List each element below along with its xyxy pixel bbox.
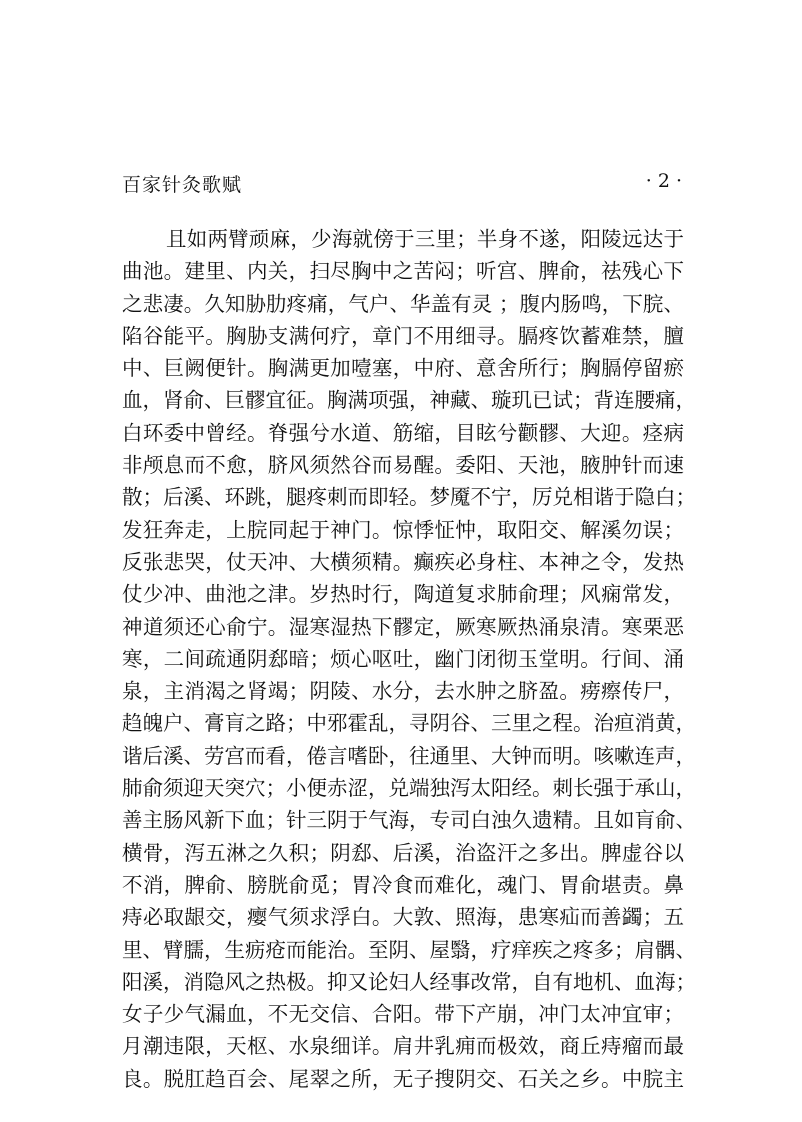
text-line: 之悲凄。久知胁肋疼痛，气户、华盖有灵 ；腹内肠鸣，下脘、 — [122, 291, 684, 316]
text-line: 痔必取龈交，瘿气须求浮白。大敦、照海，患寒疝而善蠲；五 — [122, 905, 684, 930]
body-text — [122, 223, 696, 1095]
text-line: 里、臂臑，生疬疮而能治。至阴、屋翳，疗痒疾之疼多；肩髃、 — [122, 937, 696, 962]
text-line: 女子少气漏血，不无交信、合阳。带下产崩，冲门太冲宜审； — [122, 1002, 684, 1027]
text-line: 散；后溪、环跳，腿疼刺而即轻。梦魇不宁，厉兑相谐于隐白； — [122, 485, 696, 510]
text-line: 月潮违限，天枢、水泉细详。肩井乳痈而极效，商丘痔瘤而最 — [122, 1034, 684, 1059]
text-line: 横骨，泻五淋之久积；阴郄、后溪，治盗汗之多出。脾虚谷以 — [122, 840, 684, 865]
text-line: 泉，主消渴之肾竭；阴陵、水分，去水肿之脐盈。痨瘵传尸， — [122, 679, 684, 704]
running-header — [122, 170, 682, 200]
text-line: 且如两臂顽麻，少海就傍于三里；半身不遂，阳陵远达于 — [166, 227, 684, 251]
text-line: 谐后溪、劳宫而看，倦言嗜卧，往通里、大钟而明。咳嗽连声， — [122, 743, 696, 768]
text-line: 反张悲哭，仗天冲、大横须精。癫疾必身柱、本神之令，发热 — [122, 549, 684, 574]
text-line: 白环委中曾经。脊强兮水道、筋缩，目眩兮颧髎、大迎。痉病 — [122, 420, 684, 445]
text-line: 发狂奔走，上脘同起于神门。惊悸怔忡，取阳交、解溪勿误； — [122, 517, 684, 542]
text-line: 陷谷能平。胸胁支满何疗，章门不用细寻。膈疼饮蓄难禁，膻 — [122, 323, 684, 348]
text-line: 曲池。建里、内关，扫尽胸中之苦闷；听宫、脾俞，祛残心下 — [122, 259, 684, 284]
text-line: 趋魄户、膏肓之路；中邪霍乱，寻阴谷、三里之程。治疸消黄， — [122, 711, 696, 736]
text-line: 血，肾俞、巨髎宜征。胸满项强，神藏、璇玑已试；背连腰痛， — [122, 388, 696, 413]
text-line: 善主肠风新下血；针三阴于气海，专司白浊久遗精。且如肓俞、 — [122, 808, 696, 833]
text-line: 中、巨阙便针。胸满更加噎塞，中府、意舍所行；胸膈停留瘀 — [122, 356, 684, 381]
text-line: 不消，脾俞、膀胱俞觅；胃冷食而难化，魂门、胃俞堪责。鼻 — [122, 872, 684, 897]
text-line: 良。脱肛趋百会、尾翠之所，无子搜阴交、石关之乡。中脘主 — [122, 1066, 684, 1091]
text-line: 阳溪，消隐风之热极。抑又论妇人经事改常，自有地机、血海； — [122, 969, 696, 994]
book-title: 百家针灸歌赋 — [122, 174, 243, 196]
text-line: 神道须还心俞宁。湿寒湿热下髎定，厥寒厥热涌泉清。寒栗恶 — [122, 614, 684, 639]
page-number: · 2 · — [645, 170, 682, 192]
text-line: 非颅息而不愈，脐风须然谷而易醒。委阳、天池，腋肿针而速 — [122, 453, 684, 478]
text-line: 仗少冲、曲池之津。岁热时行，陶道复求肺俞理；风痫常发， — [122, 582, 684, 607]
text-line: 寒，二间疏通阴郄暗；烦心呕吐，幽门闭彻玉堂明。行间、涌 — [122, 646, 684, 671]
text-line: 肺俞须迎天突穴；小便赤涩，兑端独泻太阳经。刺长强于承山， — [122, 776, 696, 801]
